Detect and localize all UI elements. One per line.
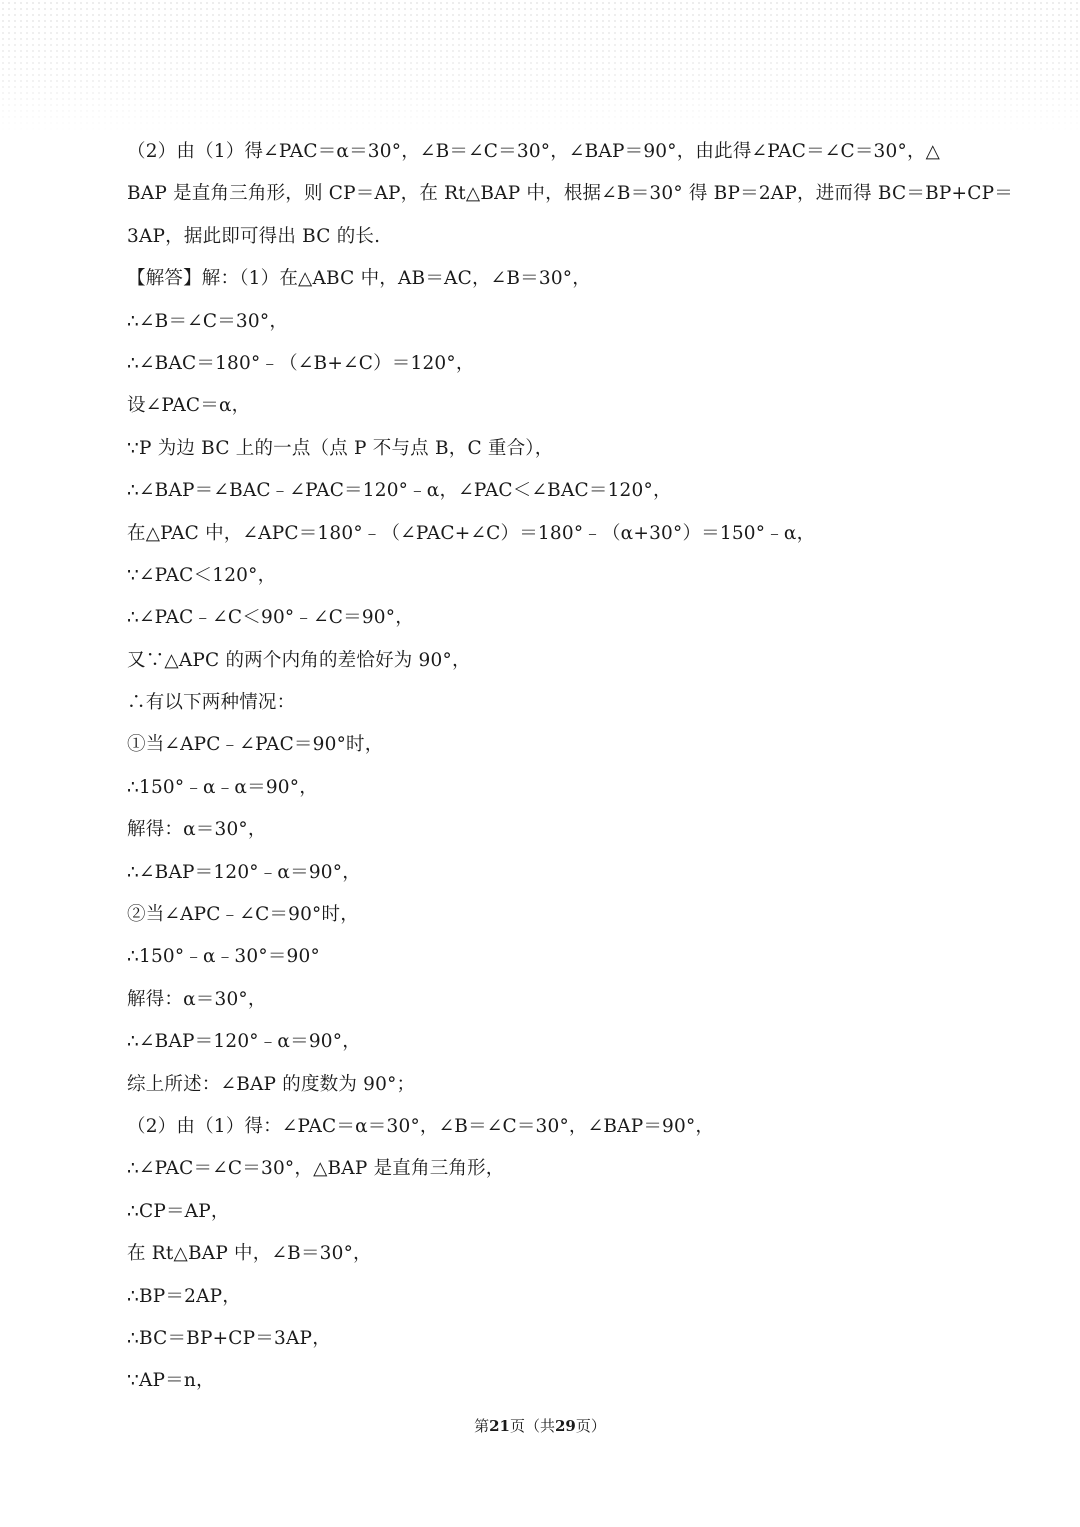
footer-suffix: 页） (575, 1417, 606, 1435)
text-line: ∴150°﹣α﹣α＝90°， (127, 776, 318, 798)
text-line: 设∠PAC＝α， (127, 395, 251, 417)
text-line: ∵P 为边 BC 上的一点（点 P 不与点 B，C 重合）， (127, 437, 554, 459)
text-line: ∴∠PAC﹣∠C＜90°﹣∠C＝90°， (127, 607, 414, 629)
text-line: ①当∠APC﹣∠PAC＝90°时， (127, 734, 384, 756)
text-line: 又∵△APC 的两个内角的差恰好为 90°， (127, 649, 471, 671)
page-number: 21 (489, 1417, 510, 1435)
text-line: ∴BC＝BP+CP＝3AP， (127, 1327, 331, 1349)
text-line: ∴∠BAP＝∠BAC﹣∠PAC＝120°﹣α，∠PAC＜∠BAC＝120°， (127, 480, 672, 502)
text-line: ∴∠BAP＝120°﹣α＝90°， (127, 861, 361, 883)
text-line: 在△PAC 中，∠APC＝180°﹣（∠PAC+∠C）＝180°﹣（α+30°）＝150°﹣α， (127, 522, 816, 544)
footer-middle: 页（共 (509, 1417, 555, 1435)
text-line: 综上所述：∠BAP 的度数为 90°； (127, 1073, 416, 1095)
text-line: ∵AP＝n， (127, 1370, 215, 1392)
text-line: ∴有以下两种情况： (127, 692, 296, 714)
solution-text (127, 131, 1013, 1403)
text-line: ∴150°﹣α﹣30°＝90° (127, 946, 320, 968)
text-line: ∴∠BAP＝120°﹣α＝90°， (127, 1031, 361, 1053)
text-line: ②当∠APC﹣∠C＝90°时， (127, 904, 359, 926)
text-line: （2）由（1）得：∠PAC＝α＝30°，∠B＝∠C＝30°，∠BAP＝90°， (127, 1115, 715, 1137)
text-line: 3AP，据此即可得出 BC 的长. (127, 225, 381, 247)
text-line: 解得：α＝30°， (127, 988, 267, 1010)
text-line: ∴CP＝AP， (127, 1200, 230, 1222)
scan-noise-fade (0, 0, 1080, 135)
text-line: ∴∠B＝∠C＝30°， (127, 310, 289, 332)
footer-prefix: 第 (474, 1417, 490, 1435)
text-line: （2）由（1）得∠PAC＝α＝30°，∠B＝∠C＝30°，∠BAP＝90°，由此得∠PAC＝∠C＝30°，△ (127, 141, 941, 162)
text-line: 【解答】解：（1）在△ABC 中，AB＝AC，∠B＝30°， (127, 268, 591, 290)
text-line: ∵∠PAC＜120°， (127, 564, 277, 586)
page-total: 29 (555, 1417, 576, 1435)
text-line: 在 Rt△BAP 中，∠B＝30°， (127, 1243, 372, 1265)
text-line: ∴BP＝2AP， (127, 1285, 241, 1307)
text-line: ∴∠PAC＝∠C＝30°，△BAP 是直角三角形， (127, 1158, 505, 1180)
page-footer (0, 1414, 1080, 1438)
text-line: ∴∠BAC＝180°﹣（∠B+∠C）＝120°， (127, 352, 475, 374)
text-line: 解得：α＝30°， (127, 819, 267, 841)
text-line: BAP 是直角三角形，则 CP＝AP，在 Rt△BAP 中，根据∠B＝30° 得 BP＝2AP，进而得 BC＝BP+CP＝ (127, 183, 1013, 205)
